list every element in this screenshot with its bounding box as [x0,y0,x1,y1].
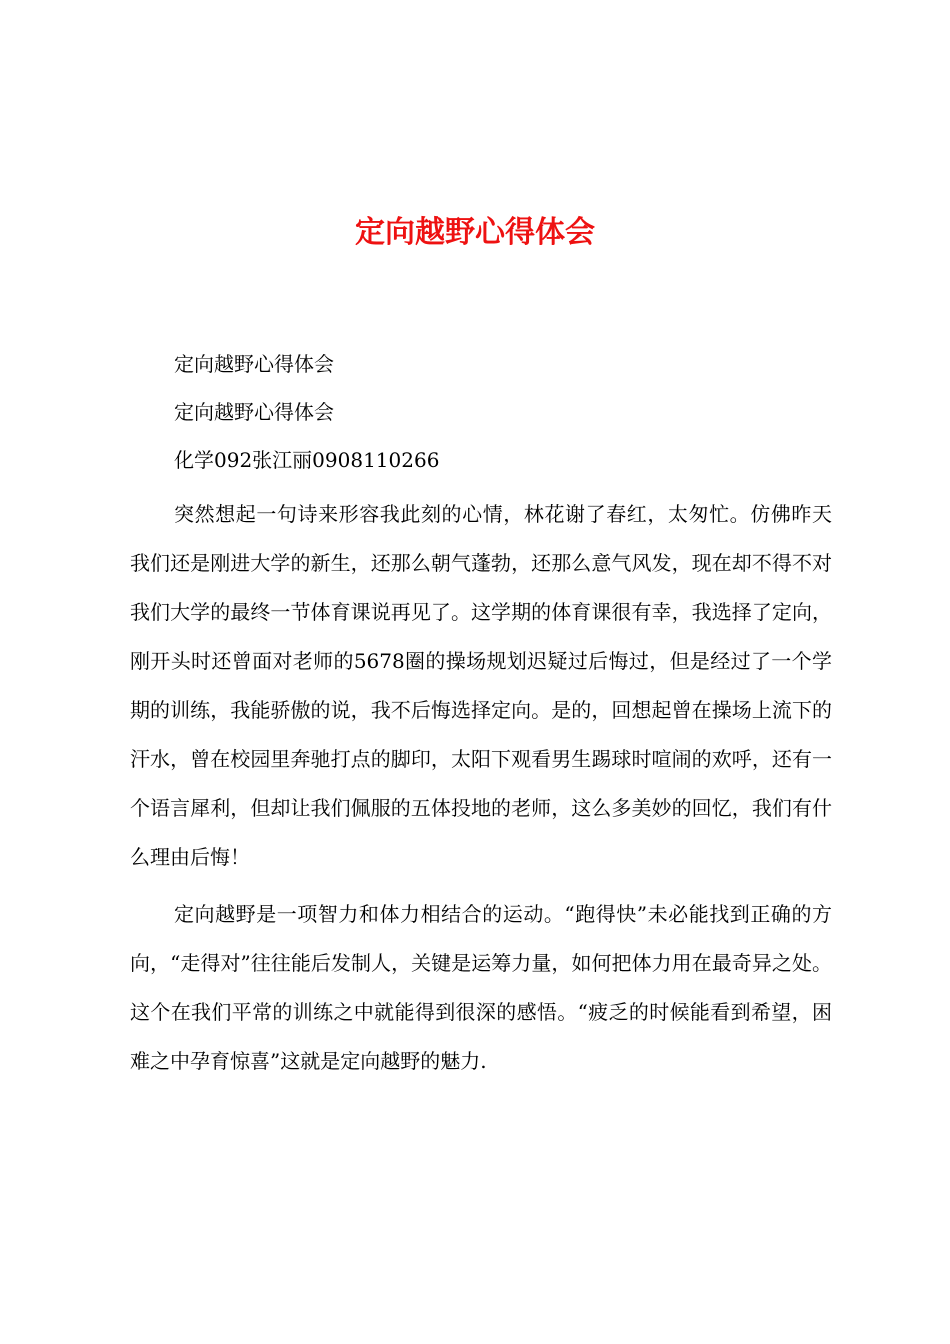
document-title: 定向越野心得体会 [355,215,595,250]
document-body [130,340,832,1086]
paragraph: 突然想起一句诗来形容我此刻的心情，林花谢了春红，太匆忙。仿佛昨天我们还是刚进大学的新生，还那么朝气蓬勃，还那么意气风发，现在却不得不对我们大学的最终一节体育课说再见了。这学期的体育课很有幸，我选择了定向，刚开头时还曾面对老师的5678圈的操场规划迟疑过后悔过，但是经过了一个学期的训练，我能骄傲的说，我不后悔选择定向。是的，回想起曾在操场上流下的汗水，曾在校园里奔驰打点的脚印，太阳下观看男生踢球时喧闹的欢呼，还有一个语言犀利，但却让我们佩服的五体投地的老师，这么多美妙的回忆，我们有什么理由后悔！ [130,502,832,869]
subtitle-line: 定向越野心得体会 [174,352,334,376]
paragraph: 定向越野是一项智力和体力相结合的运动。“跑得快”未必能找到正确的方向，“走得对”往往能后发制人，关键是运筹力量，如何把体力用在最奇异之处。这个在我们平常的训练之中就能得到很深的感悟。“疲乏的时候能看到希望，困难之中孕育惊喜”这就是定向越野的魅力. [130,902,832,1073]
subtitle-line: 定向越野心得体会 [174,400,334,424]
author-line: 化学092张江丽0908110266 [174,448,440,472]
